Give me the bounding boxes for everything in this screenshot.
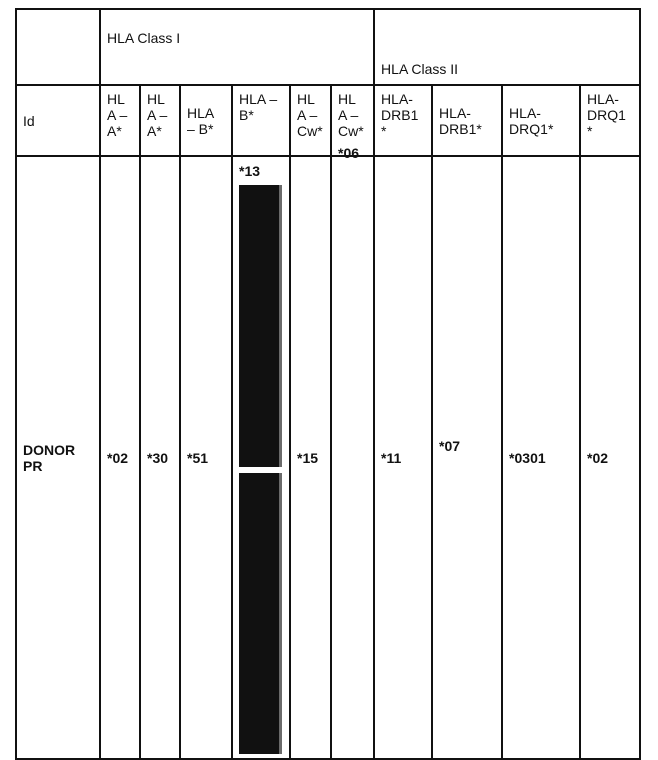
redaction-bar-bottom [239,473,282,754]
donor-id-cell: DONOR PR [16,156,100,759]
hla-drq1-header-1: HLA-DRQ1* [502,85,580,156]
hla-drb1-value-2-cell [432,156,502,759]
hla-drb1-header-2: HLA-DRB1* [432,85,502,156]
hla-b-value-1: *51 [180,156,232,759]
hla-b-value-2-cell [232,156,290,759]
hla-b-header-2: HLA – B* [232,85,290,156]
hla-b-value-2: *13 [239,163,261,179]
hla-typing-table [15,8,641,760]
hla-drq1-value-1: *0301 [502,156,580,759]
hla-cw-header-1: HL A – Cw* [290,85,331,156]
hla-a-value-2: *30 [140,156,180,759]
hla-class-2-header: HLA Class II [374,9,640,85]
column-header-row [16,85,640,156]
hla-drq1-header-2: HLA-DRQ1 * [580,85,640,156]
empty-corner-cell [16,9,100,85]
hla-drb1-value-2: *07 [439,437,461,454]
redaction-divider [239,468,282,471]
group-header-row [16,9,640,85]
hla-a-value-1: *02 [100,156,140,759]
hla-cw-header-2: HL A – Cw* [331,85,374,156]
redaction-bar-top [239,185,282,467]
hla-cw-value-1: *15 [290,156,331,759]
donor-row [16,156,640,759]
hla-drb1-header-1: HLA-DRB1 * [374,85,432,156]
hla-drb1-value-1: *11 [374,156,432,759]
hla-class-1-header: HLA Class I [100,9,374,85]
hla-cw-value-2-cell [331,145,374,759]
id-column-header: Id [16,85,100,156]
hla-drq1-value-2: *02 [580,156,640,759]
hla-a-header-2: HL A – A* [140,85,180,156]
hla-a-header-1: HL A – A* [100,85,140,156]
hla-b-header-1: HLA – B* [180,85,232,156]
hla-cw-value-2: *06 [338,145,360,161]
